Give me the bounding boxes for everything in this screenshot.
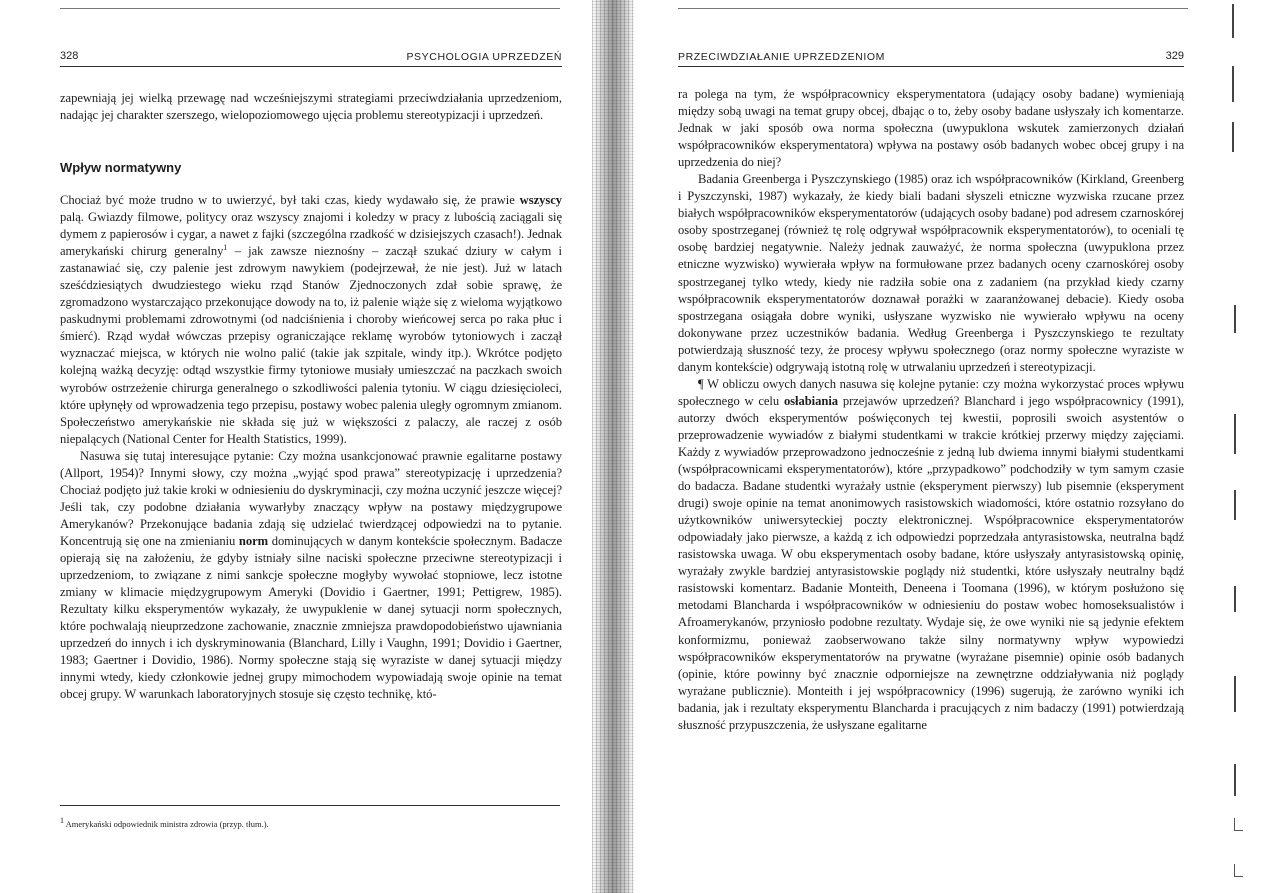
intro-paragraph — [60, 90, 562, 124]
text-run: przejawów uprzedzeń? Blanchard i jego współpracownicy (1991), autorzy dwóch eksperymentów poświęconych tej kwestii, poprosili swoich asystentów o przeprowadzenie wywiadów z białymi studentkami w trakcie krótkiej przerwy między zajęciami. Każdy z wywiadów przeprowadzono jednocześnie z jedną lub dwiema innymi białymi studentkami (współpracownicami eksperymentatorów), które „przypadkowo” podchodziły w tym samym czasie do badacza. Badane studentki wyrażały ustnie (eksperyment pierwszy) lub pisemnie (eksperyment drugi) swoje opinie na temat anonimowych rasistowskich wiadomości, które ostatnio rozsyłano do użytkowników uniwersyteckiej poczty elektronicznej. Współpracownice eksperymentatorów odpowiadały jako pierwsze, a każdą z ich odpowiedzi poprzedzała antyrasistowska, neutralna bądź rasistowska uwaga. W obu eksperymentach osoby badane, które usłyszały antyrasistowską opinię, wyrażały zwykle bardziej antyrasistowskie poglądy niż studentki, które usłyszały neutralny bądź rasistowski komentarz. Badanie Monteith, Deneena i Toomana (1996), w którym posłużono się metodami Blancharda i współpracowników w odniesieniu do postaw wobec homoseksualistów i Afroamerykanów, przyniosło podobne rezultaty. Wydaje się, że owe wyniki nie są jedynie efektem konformizmu, ponieważ zaobserwowano także silny normatywny wpływ wypowiedzi współpracowników eksperymentatorów na prywatne (wyrażane pisemnie) opinie osób badanych (opinie, które powinny być znacznie odporniejsze na zewnętrzne oddziaływania niż poglądy wyrażane publicznie). Monteith i jej współpracownicy (1996) sugerują, że zarówno wyniki ich badania, jak i rezultaty eksperymentu Blancharda i pracujących z nim badaczy (1991) potwierdzają słuszność przypuszczenia, że usłyszane egalitarne — [678, 393, 1184, 732]
page-header-right — [678, 50, 1184, 67]
paragraph — [60, 192, 562, 448]
book-gutter — [592, 0, 634, 893]
footnote-number: 1 — [60, 816, 64, 826]
paragraph: ra polega na tym, że współpracownicy eksperymentatora (udający osoby badane) wymieniają między sobą uwagi na temat grupy obcej, dbając o to, żeby osoby badane usłyszały ich komentarze. Jednak w jaki sposób owa norma społeczna (uwypuklona wskutek zamierzonych działań współpracowników eksperymentatora) wpływa na postawy osób badanych wobec obcej grupy i na uprzedzenia do niej? — [678, 87, 1184, 170]
text-run: W obliczu owych danych nasuwa się kolejne pytanie: czy można wykorzystać proces wpływu społecznego w celu — [678, 376, 1184, 408]
pilcrow-mark: ¶ — [698, 376, 704, 391]
page-number: 329 — [1165, 50, 1184, 62]
scan-edge-mark — [1234, 490, 1236, 520]
top-scan-rule — [678, 8, 1188, 9]
text-run: Chociaż być może trudno w to uwierzyć, był taki czas, kiedy wydawało się, że prawie — [60, 193, 520, 207]
page-number: 328 — [60, 50, 79, 62]
running-header: PSYCHOLOGIA UPRZEDZEŃ — [406, 51, 562, 63]
page-header-left — [60, 50, 562, 67]
text-run: palą. Gwiazdy filmowe, politycy oraz wszyscy znajomi i koledzy w pracy z lubością zaciągali się dymem z papierosów i cygar, a nawet z fajki (szczególna rzadkość w dzisiejszych czasach!). Jednak amerykański chirurg generalny — [60, 210, 562, 259]
right-body — [678, 86, 1184, 734]
paragraph — [678, 376, 1184, 734]
scan-edge-mark — [1234, 305, 1236, 333]
scan-edge-mark — [1232, 66, 1234, 102]
footnote-ref: 1 — [223, 242, 228, 252]
text-run: Nasuwa się tutaj interesujące pytanie: Czy można usankcjonować prawnie egalitarne postawy (Allport, 1954)? Innymi słowy, czy można „wyjąć spod prawa” stereotypizację i uprzedzenia? Chociaż podjęto już takie kroki w odniesieniu do dyskryminacji, czy można uczynić jeszcze więcej? Jeśli tak, czy podobne działania wywarłyby znaczący wpływ na postawy międzygrupowe Amerykanów? Przekonujące badania zdają się udzielać twierdzącej odpowiedzi na to pytanie. Koncentrują się one na zmienianiu — [60, 448, 562, 548]
right-page — [648, 0, 1264, 893]
text-run: – jak zawsze nieznośny – zaczął szukać dziury w całym i zastanawiać się, czy palenie jest zdrowym nawykiem (podejrzewał, że nie jest). Już w latach sześćdziesiątych dwudziestego wieku rząd Stanów Zjednoczonych zdał sobie sprawę, że zgromadzono wystarczająco przekonujące dowody na to, iż palenie wiąże się z wieloma wyjątkowo paskudnymi problemami zdrowotnymi (od nadciśnienia i choroby wieńcowej serca po raka płuc i śmierć). Rząd wydał wówczas przepisy ograniczające reklamę wyrobów tytoniowych i zaczął wyznaczać miejsca, w których nie wolno palić (takie jak szpitale, windy itp.). Wkrótce podjęto kolejną ważką decyzję: odtąd wszystkie firmy tytoniowe musiały umieszczać na paczkach swoich wyrobów ostrzeżenie chirurga generalnego o szkodliwości palenia tytoniu. W ciągu dziesięciolecі, które upłynęły od wprowadzenia tego przepisu, postawy wobec palenia uległy ogromnym zmianom. Społeczeństwo amerykańskie nie składa się już w większości z palaczy, ale raczej z osób niepalących (National Center for Health Statistics, 1999). — [60, 244, 563, 446]
scan-edge-mark — [1234, 764, 1236, 796]
scan-edge-mark — [1232, 122, 1234, 152]
scan-edge-mark — [1234, 676, 1236, 712]
paragraph — [60, 448, 562, 704]
emphasis: osłabiania — [783, 393, 839, 408]
emphasis: norm — [238, 533, 269, 548]
section-heading: Wpływ normatywny — [60, 160, 182, 175]
scan-edge-mark — [1234, 818, 1243, 831]
scan-edge-mark — [1234, 864, 1243, 877]
left-body — [60, 192, 562, 703]
footnote-rule — [60, 805, 560, 806]
top-scan-rule — [60, 8, 560, 9]
scan-edge-mark — [1234, 414, 1236, 454]
left-page — [0, 0, 600, 893]
running-header: PRZECIWDZIAŁANIE UPRZEDZENIOM — [678, 51, 885, 63]
emphasis: wszyscy — [519, 193, 562, 207]
scan-edge-mark — [1234, 586, 1236, 612]
paragraph: Badania Greenberga i Pyszczynskiego (1985) oraz ich współpracowników (Kirkland, Greenberg i Pyszczynski, 1987) wykazały, że kiedy biali badani słyszeli etniczne wyzwiska rzucane przez białych współpracowników eksperymentatorów (udających osoby badane) pod adresem czarnoskórej osoby spostrzeganej (również tę rolę odgrywał współpracownik eksperymentatorów), to oceniali tę osobę bardziej negatywnie. Należy jednak zauważyć, że norma społeczna (uwypuklona przez etniczne wyzwisko) wywierała wpływ na formułowane przez badanych oceny czarnoskórej osoby spostrzeganej tylko wtedy, kiedy nie radziła sobie ona z zadaniem (na przykład kiedy czarny współpracownik eksperymentatorów doznawał porażki w zaaranżowanej debacie). Kiedy osoba spostrzegana osiągała dobre wyniki, usłyszane wyzwisko nie wywierało wpływu na oceny dokonywane przez uczestników badania. Według Greenberga i Pyszczynskiego te rezultaty potwierdzają słuszność tezy, że procesy wpływu społecznego (oraz normy społeczne wyraziste w danym kontekście) odgrywają istotną rolę w utrwalaniu uprzedzeń i stereotypizacji. — [678, 172, 1184, 374]
footnote-text: Amerykański odpowiednik ministra zdrowia (przyp. tłum.). — [65, 819, 269, 829]
footnote — [60, 816, 269, 829]
text-run: dominujących w danym kontekście społecznym. Badacze opierają się na założeniu, że gdyby istniały silne naciski społeczne przeciwne stereotypizacji i uprzedzeniom, to związane z nimi sankcje społeczne mogłyby wywołać stopniowe, lecz istotne zmiany w klimacie międzygrupowym Ameryki (Dovidio i Gaertner, 1991; Pettigrew, 1985). Rezultaty kilku eksperymentów wykazały, że uwypuklenie w danej sytuacji norm społecznych, które pochwalają nieuprzedzone zachowanie, znacznie zmniejsza prawdopodobieństwo ujawniania uprzedzeń do innych i ich dyskryminowania (Blanchard, Lilly i Vaughn, 1991; Dovidio i Gaertner, 1983; Gaertner i Dovidio, 1986). Normy społeczne stają się wyraziste w danej sytuacji między innymi wtedy, kiedy członkowie jednej grupy mimochodem wypowiadają swoje opinie na temat obcej grupy. W warunkach laboratoryjnych stosuje się często technikę, któ- — [60, 533, 562, 702]
intro-text: zapewniają jej wielką przewagę nad wcześniejszymi strategiami przeciwdziałania uprzedzeniom, nadając jej charakter szerszego, wielopoziomowego ujęcia problemu stereotypizacji i uprzedzeń. — [60, 91, 562, 123]
scan-edge-mark — [1232, 4, 1234, 38]
